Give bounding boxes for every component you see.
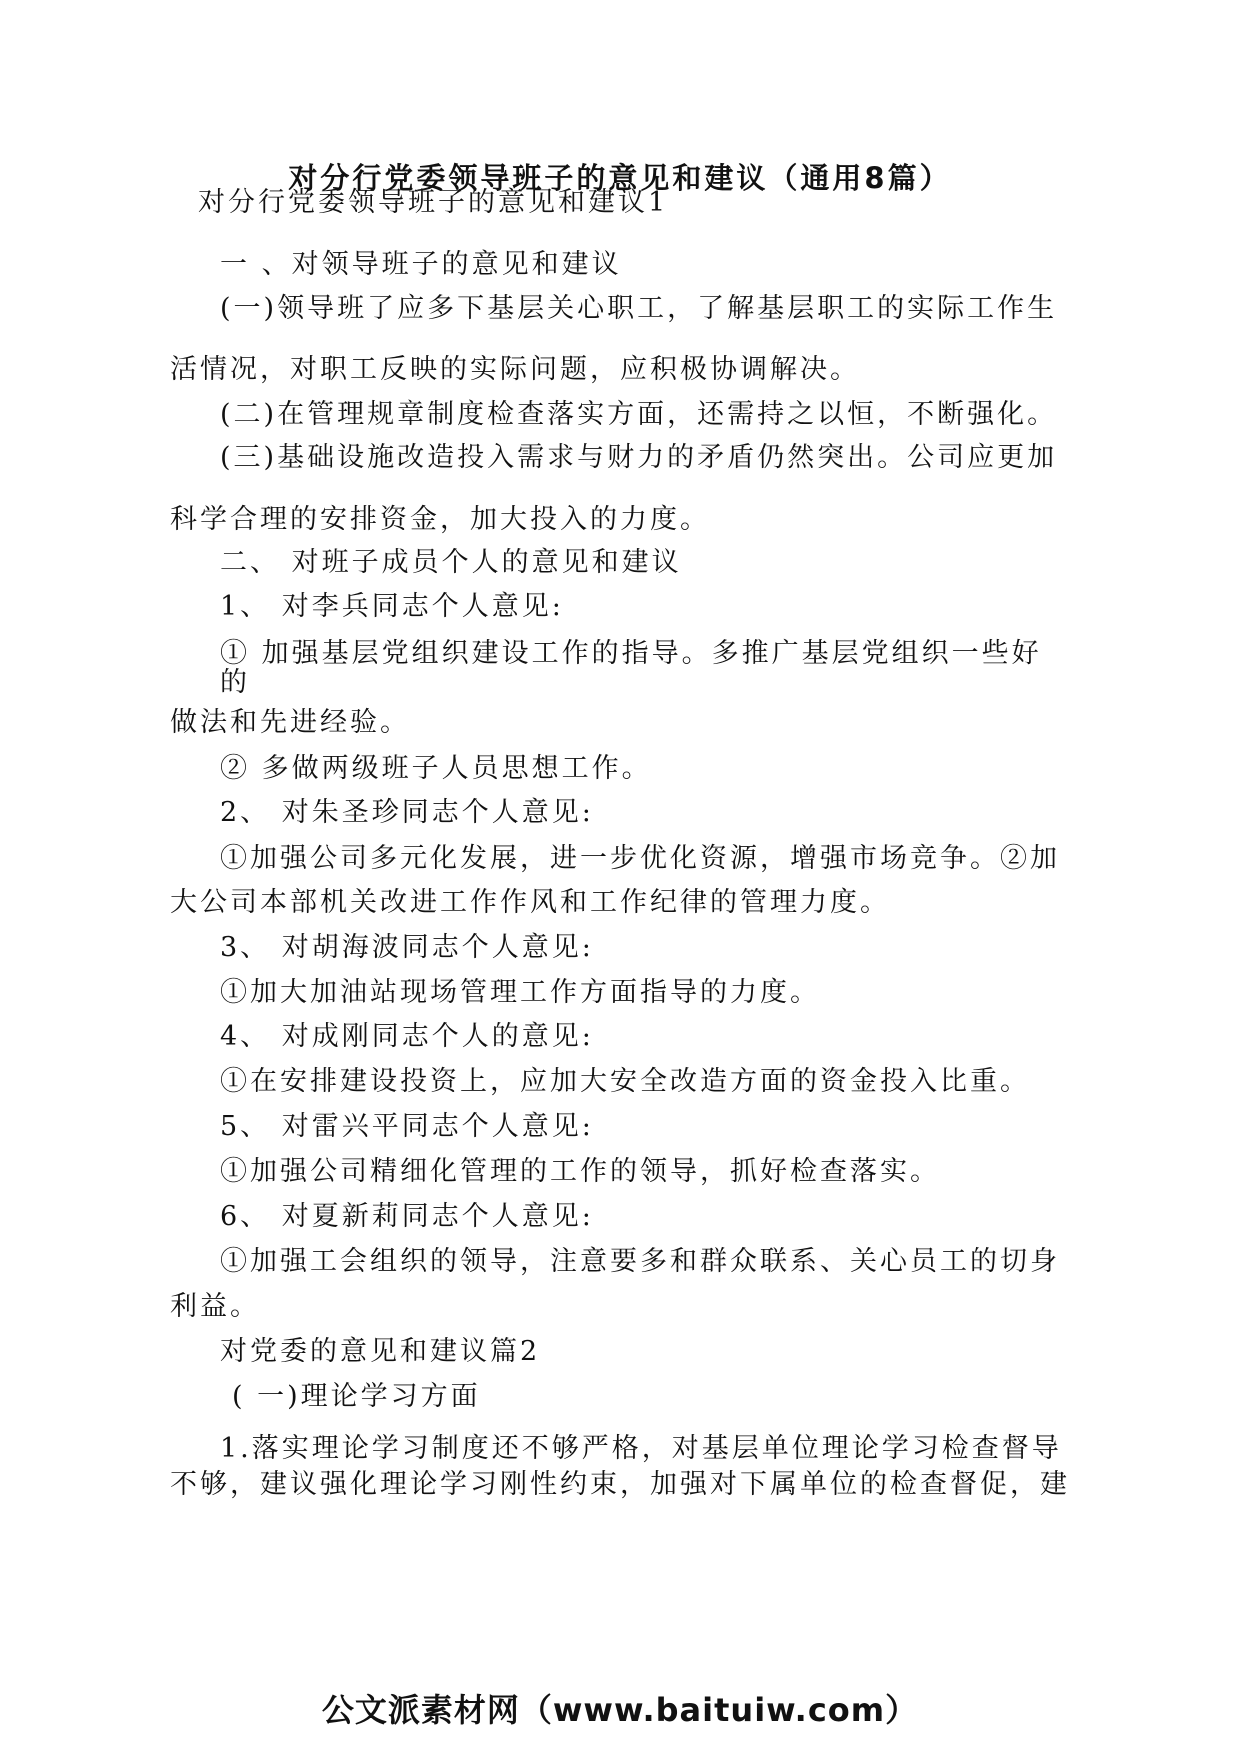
paragraph-line: ①加强工会组织的领导，注意要多和群众联系、关心员工的切身 xyxy=(220,1246,1060,1277)
paragraph-line: 二、 对班子成员个人的意见和建议 xyxy=(220,547,682,578)
paragraph-line: 1.落实理论学习制度还不够严格，对基层单位理论学习检查督导 xyxy=(220,1433,1062,1464)
paragraph-line: (二)在管理规章制度检查落实方面，还需持之以恒，不断强化。 xyxy=(220,399,1058,430)
paragraph-line: ①加强公司精细化管理的工作的领导，抓好检查落实。 xyxy=(220,1156,940,1187)
paragraph-line: 2、 对朱圣珍同志个人意见: xyxy=(220,797,594,828)
paragraph-line: ( 一)理论学习方面 xyxy=(232,1381,481,1412)
paragraph-line: 4、 对成刚同志个人的意见: xyxy=(220,1021,594,1052)
paragraph-line: 科学合理的安排资金，加大投入的力度。 xyxy=(170,504,710,535)
paragraph-line: 一 、对领导班子的意见和建议 xyxy=(220,249,622,280)
paragraph-line: (一)领导班了应多下基层关心职工，了解基层职工的实际工作生 xyxy=(220,293,1058,324)
section-heading: 对分行党委领导班子的意见和建议1 xyxy=(198,187,669,218)
paragraph-line: ① 加强基层党组织建设工作的指导。多推广基层党组织一些好 xyxy=(220,638,1042,669)
paragraph-line: ①加强公司多元化发展，进一步优化资源，增强市场竞争。②加 xyxy=(220,843,1060,874)
paragraph-line: 做法和先进经验。 xyxy=(170,707,410,738)
paragraph-line: 5、 对雷兴平同志个人意见: xyxy=(220,1111,594,1142)
paragraph-line: 1、 对李兵同志个人意见: xyxy=(220,591,564,622)
paragraph-line: (三)基础设施改造投入需求与财力的矛盾仍然突出。公司应更加 xyxy=(220,442,1058,473)
footer-watermark: 公文派素材网（www.baituiw.com） xyxy=(321,1691,919,1729)
paragraph-line: ①加大加油站现场管理工作方面指导的力度。 xyxy=(220,977,820,1008)
paragraph-line: 不够，建议强化理论学习刚性约束，加强对下属单位的检查督促，建 xyxy=(170,1469,1070,1500)
paragraph-line: 6、 对夏新莉同志个人意见: xyxy=(220,1201,594,1232)
paragraph-line: 大公司本部机关改进工作作风和工作纪律的管理力度。 xyxy=(170,887,890,918)
paragraph-line: ①在安排建设投资上，应加大安全改造方面的资金投入比重。 xyxy=(220,1066,1030,1097)
paragraph-line: 的 xyxy=(220,667,250,698)
document-title: 对分行党委领导班子的意见和建议（通用8篇） xyxy=(288,161,952,195)
paragraph-line: 利益。 xyxy=(170,1291,260,1322)
section-heading: 对党委的意见和建议篇2 xyxy=(220,1336,541,1367)
paragraph-line: 活情况，对职工反映的实际问题，应积极协调解决。 xyxy=(170,354,860,385)
paragraph-line: 3、 对胡海波同志个人意见: xyxy=(220,932,594,963)
paragraph-line: ② 多做两级班子人员思想工作。 xyxy=(220,753,652,784)
